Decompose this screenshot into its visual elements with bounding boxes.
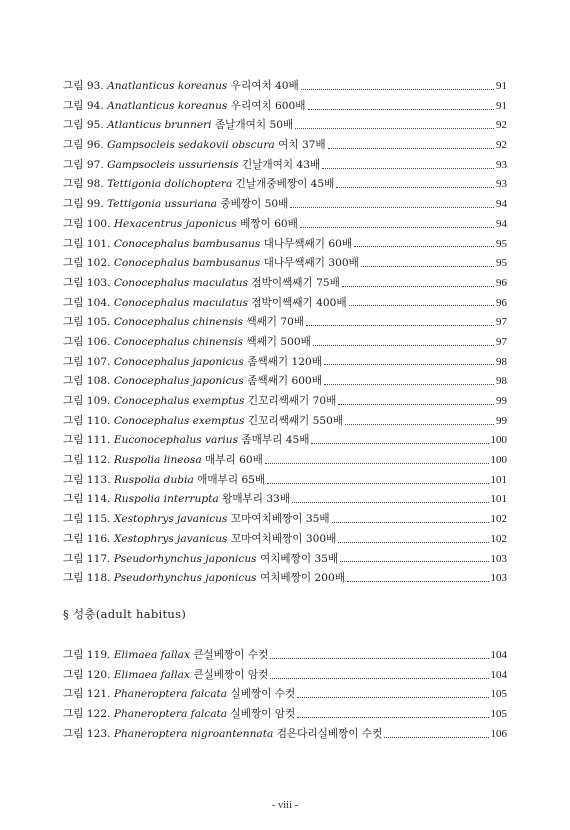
figure-list-adult <box>63 646 507 744</box>
page-number: 102 <box>490 513 507 526</box>
toc-entry[interactable] <box>63 77 507 97</box>
korean-name: 꼬마여치베짱이 300배 <box>230 532 337 545</box>
figure-number: 그림 107. <box>63 355 111 368</box>
toc-entry-label <box>63 530 336 550</box>
dot-leader <box>322 167 494 169</box>
scientific-name: Conocephalus chinensis <box>113 316 243 329</box>
dot-leader <box>270 657 488 659</box>
toc-entry[interactable] <box>63 195 507 215</box>
toc-entry-label <box>63 490 290 510</box>
korean-name: 긴날개여치 43배 <box>241 158 321 171</box>
page-number: 102 <box>490 532 507 545</box>
page-number: 97 <box>496 335 507 348</box>
scientific-name: Pseudorhynchus japonicus <box>113 552 257 565</box>
korean-name: 긴날개중베짱이 45배 <box>235 178 335 191</box>
page-number: 104 <box>490 668 507 681</box>
toc-entry[interactable] <box>63 136 507 156</box>
toc-entry[interactable] <box>63 431 507 451</box>
dot-leader <box>342 285 494 287</box>
toc-entry-label <box>63 274 340 294</box>
toc-entry-label <box>63 550 338 570</box>
page-number: 96 <box>496 296 507 309</box>
toc-entry[interactable] <box>63 392 507 412</box>
figure-number: 그림 115. <box>63 513 111 526</box>
dot-leader <box>324 383 494 385</box>
dot-leader <box>295 127 494 129</box>
page-number: 99 <box>496 414 507 427</box>
dot-leader <box>292 501 488 503</box>
scientific-name: Gampsocleis sedakovii obscura <box>107 139 275 152</box>
korean-name: 대나무쌕쌔기 60배 <box>263 237 353 250</box>
dot-leader <box>313 344 494 346</box>
dot-leader <box>306 324 494 326</box>
scientific-name: Ruspolia lineosa <box>113 454 202 467</box>
toc-entry-label <box>63 451 263 471</box>
dot-leader <box>354 245 494 247</box>
toc-entry[interactable] <box>63 116 507 136</box>
scientific-name: Tettigonia ussuriana <box>107 198 217 211</box>
toc-entry[interactable] <box>63 471 507 491</box>
toc-entry[interactable] <box>63 510 507 530</box>
korean-name: 우리여치 600배 <box>230 99 306 112</box>
figure-number: 그림 100. <box>63 217 111 230</box>
toc-entry-label <box>63 254 359 274</box>
toc-entry-label <box>63 392 336 412</box>
korean-name: 여치 37배 <box>278 139 326 152</box>
scientific-name: Conocephalus bambusanus <box>113 237 261 250</box>
scientific-name: Phaneroptera nigroantennata <box>113 727 274 740</box>
korean-name: 좀쌕쌔기 120배 <box>247 355 322 368</box>
toc-entry-label <box>63 313 304 333</box>
toc-entry[interactable] <box>63 490 507 510</box>
page-number: 100 <box>490 434 507 447</box>
scientific-name: Elimaea fallax <box>113 649 190 661</box>
toc-entry[interactable] <box>63 685 507 705</box>
scientific-name: Anatlanticus koreanus <box>107 80 228 92</box>
figure-number: 그림 94. <box>63 99 104 112</box>
korean-name: 대나무쌕쌔기 300배 <box>263 257 359 270</box>
dot-leader <box>340 560 488 562</box>
figure-number: 그림 102. <box>63 257 111 270</box>
korean-name: 큰실베짱이 암컷 <box>193 668 269 681</box>
toc-entry[interactable] <box>63 666 507 686</box>
figure-number: 그림 104. <box>63 296 111 309</box>
page-number: 101 <box>490 473 507 486</box>
korean-name: 점박이쌕쌔기 75배 <box>251 276 340 289</box>
figure-number: 그림 121. <box>63 688 111 701</box>
toc-entry[interactable] <box>63 646 507 666</box>
dot-leader <box>267 482 488 484</box>
dot-leader <box>308 108 494 110</box>
korean-name: 베짱이 60배 <box>240 217 298 230</box>
toc-entry-label <box>63 235 352 255</box>
korean-name: 쌕쌔기 500배 <box>246 335 311 348</box>
scientific-name: Pseudorhynchus japonicus <box>113 572 257 585</box>
page-number: 95 <box>496 237 507 250</box>
toc-entry-label <box>63 685 295 705</box>
scientific-name: Ruspolia interrupta <box>113 493 219 506</box>
toc-entry[interactable] <box>63 313 507 333</box>
figure-number: 그림 114. <box>63 493 111 506</box>
toc-entry[interactable] <box>63 333 507 353</box>
toc-entry-label <box>63 353 322 373</box>
korean-name: 매부리 60배 <box>205 454 263 467</box>
korean-name: 좀매부리 45배 <box>241 434 310 447</box>
figure-number: 그림 117. <box>63 552 111 565</box>
toc-entry-label <box>63 725 382 745</box>
dot-leader <box>265 462 489 464</box>
page-number: 93 <box>496 158 507 171</box>
toc-entry-label <box>63 136 326 156</box>
toc-entry[interactable] <box>63 412 507 432</box>
toc-entry-label <box>63 510 330 530</box>
toc-entry-label <box>63 333 311 353</box>
dot-leader <box>336 186 494 188</box>
toc-entry[interactable] <box>63 97 507 117</box>
page-number: 105 <box>490 688 507 701</box>
toc-entry-label <box>63 77 299 97</box>
figure-number: 그림 99. <box>63 198 104 211</box>
page-number: 105 <box>490 708 507 721</box>
toc-entry[interactable] <box>63 372 507 392</box>
dot-leader <box>345 423 494 425</box>
toc-entry[interactable] <box>63 725 507 745</box>
korean-name: 여치베짱이 35배 <box>259 552 339 565</box>
figure-number: 그림 119. <box>63 649 111 661</box>
scientific-name: Xestophrys javanicus <box>113 513 228 526</box>
toc-entry-label <box>63 431 309 451</box>
figure-number: 그림 112. <box>63 454 111 467</box>
page-number: 96 <box>496 276 507 289</box>
toc-entry-label <box>63 195 288 215</box>
korean-name: 좀쌕쌔기 600배 <box>247 375 322 388</box>
toc-entry[interactable] <box>63 215 507 235</box>
page-number: 103 <box>490 572 507 585</box>
korean-name: 쌕쌔기 70배 <box>246 316 305 329</box>
scientific-name: Conocephalus chinensis <box>113 335 243 348</box>
toc-entry-label <box>63 646 268 666</box>
korean-name: 검은다리실베짱이 수컷 <box>276 727 383 740</box>
figure-number: 그림 123. <box>63 727 111 740</box>
toc-entry[interactable] <box>63 156 507 176</box>
scientific-name: Phaneroptera falcata <box>113 708 228 721</box>
figure-list-main <box>63 77 507 589</box>
figure-number: 그림 103. <box>63 276 111 289</box>
page-number: 103 <box>490 552 507 565</box>
figure-number: 그림 105. <box>63 316 111 329</box>
toc-entry-label <box>63 97 306 117</box>
toc-entry[interactable] <box>63 705 507 725</box>
korean-name: 실베짱이 암컷 <box>230 708 296 721</box>
toc-entry-label <box>63 175 334 195</box>
page-number: 94 <box>496 217 507 230</box>
dot-leader <box>349 304 494 306</box>
scientific-name: Conocephalus exemptus <box>113 395 245 407</box>
scientific-name: Conocephalus japonicus <box>113 355 244 368</box>
korean-name: 애매부리 65배 <box>197 473 266 486</box>
korean-name: 긴꼬리쌕쌔기 70배 <box>247 395 337 407</box>
figure-number: 그림 118. <box>63 572 111 585</box>
dot-leader <box>297 696 488 698</box>
figure-number: 그림 101. <box>63 237 111 250</box>
dot-leader <box>384 736 488 738</box>
toc-entry[interactable] <box>63 235 507 255</box>
figure-number: 그림 113. <box>63 473 111 486</box>
dot-leader <box>301 88 494 90</box>
figure-number: 그림 109. <box>63 395 111 407</box>
toc-entry[interactable] <box>63 530 507 550</box>
toc-entry-label <box>63 294 347 314</box>
figure-number: 그림 108. <box>63 375 111 388</box>
scientific-name: Elimaea fallax <box>113 668 190 681</box>
korean-name: 왕매부리 33배 <box>222 493 291 506</box>
figure-number: 그림 110. <box>63 414 111 427</box>
toc-entry-label <box>63 471 265 491</box>
scientific-name: Conocephalus exemptus <box>113 414 245 427</box>
figure-number: 그림 116. <box>63 532 111 545</box>
page-number: 91 <box>496 99 507 112</box>
page-number: 106 <box>490 727 507 740</box>
toc-entry[interactable] <box>63 451 507 471</box>
dot-leader <box>338 541 488 543</box>
toc-entry[interactable] <box>63 274 507 294</box>
dot-leader <box>311 442 488 444</box>
toc-entry-label <box>63 156 320 176</box>
toc-entry[interactable] <box>63 569 507 589</box>
page-number: 97 <box>496 316 507 329</box>
page-number: 98 <box>496 355 507 368</box>
dot-leader <box>290 206 494 208</box>
figure-number: 그림 96. <box>63 139 104 152</box>
scientific-name: Ruspolia dubia <box>113 473 194 486</box>
page-number: 94 <box>496 198 507 211</box>
korean-name: 우리여치 40배 <box>230 80 299 92</box>
figure-number: 그림 120. <box>63 668 111 681</box>
korean-name: 중베짱이 50배 <box>220 198 289 211</box>
korean-name: 실베짱이 수컷 <box>230 688 296 701</box>
page-number: 99 <box>496 395 507 407</box>
korean-name: 꼬마여치베짱이 35배 <box>230 513 330 526</box>
toc-entry-label <box>63 215 298 235</box>
dot-leader <box>328 147 494 149</box>
toc-entry-label <box>63 705 295 725</box>
scientific-name: Phaneroptera falcata <box>113 688 228 701</box>
figure-number: 그림 122. <box>63 708 111 721</box>
scientific-name: Conocephalus maculatus <box>113 296 248 309</box>
scientific-name: Euconocephalus varius <box>113 434 239 447</box>
figure-number: 그림 106. <box>63 335 111 348</box>
toc-entry[interactable] <box>63 175 507 195</box>
page-number-footer: - viii - <box>271 800 299 811</box>
dot-leader <box>361 265 494 267</box>
toc-entry[interactable] <box>63 353 507 373</box>
scientific-name: Conocephalus japonicus <box>113 375 244 388</box>
figure-number: 그림 93. <box>63 80 104 92</box>
page-number: 104 <box>490 649 507 661</box>
korean-name: 큰실베짱이 수컷 <box>193 649 269 661</box>
page-number: 92 <box>496 119 507 132</box>
dot-leader <box>324 363 494 365</box>
toc-entry-label <box>63 412 343 432</box>
page-number: 92 <box>496 139 507 152</box>
scientific-name: Conocephalus maculatus <box>113 276 248 289</box>
scientific-name: Atlanticus brunneri <box>107 119 212 132</box>
toc-entry-label <box>63 116 293 136</box>
korean-name: 여치베짱이 200배 <box>259 572 345 585</box>
korean-name: 좀날개여치 50배 <box>214 119 294 132</box>
korean-name: 점박이쌕쌔기 400배 <box>251 296 347 309</box>
figure-number: 그림 97. <box>63 158 104 171</box>
figure-number: 그림 98. <box>63 178 104 191</box>
page-number: 95 <box>496 257 507 270</box>
scientific-name: Gampsocleis ussuriensis <box>107 158 239 171</box>
toc-entry[interactable] <box>63 254 507 274</box>
dot-leader <box>347 580 489 582</box>
scientific-name: Hexacentrus japonicus <box>113 217 237 230</box>
page-number: 91 <box>496 80 507 92</box>
page-number: 98 <box>496 375 507 388</box>
dot-leader <box>338 403 494 405</box>
scientific-name: Tettigonia dolichoptera <box>107 178 233 191</box>
toc-entry[interactable] <box>63 550 507 570</box>
toc-entry[interactable] <box>63 294 507 314</box>
dot-leader <box>332 521 489 523</box>
page-number: 100 <box>490 454 507 467</box>
figure-number: 그림 95. <box>63 119 104 132</box>
toc-entry-label <box>63 569 345 589</box>
dot-leader <box>300 226 494 228</box>
scientific-name: Conocephalus bambusanus <box>113 257 261 270</box>
figure-number: 그림 111. <box>63 434 111 447</box>
dot-leader <box>270 677 488 679</box>
page-number: 93 <box>496 178 507 191</box>
page-number: 101 <box>490 493 507 506</box>
toc-entry-label <box>63 372 322 392</box>
dot-leader <box>297 716 488 718</box>
korean-name: 긴꼬리쌕쌔기 550배 <box>247 414 344 427</box>
toc-entry-label <box>63 666 268 686</box>
scientific-name: Xestophrys javanicus <box>113 532 228 545</box>
section-heading: § 성충(adult habitus) <box>63 607 187 621</box>
scientific-name: Anatlanticus koreanus <box>107 99 228 112</box>
